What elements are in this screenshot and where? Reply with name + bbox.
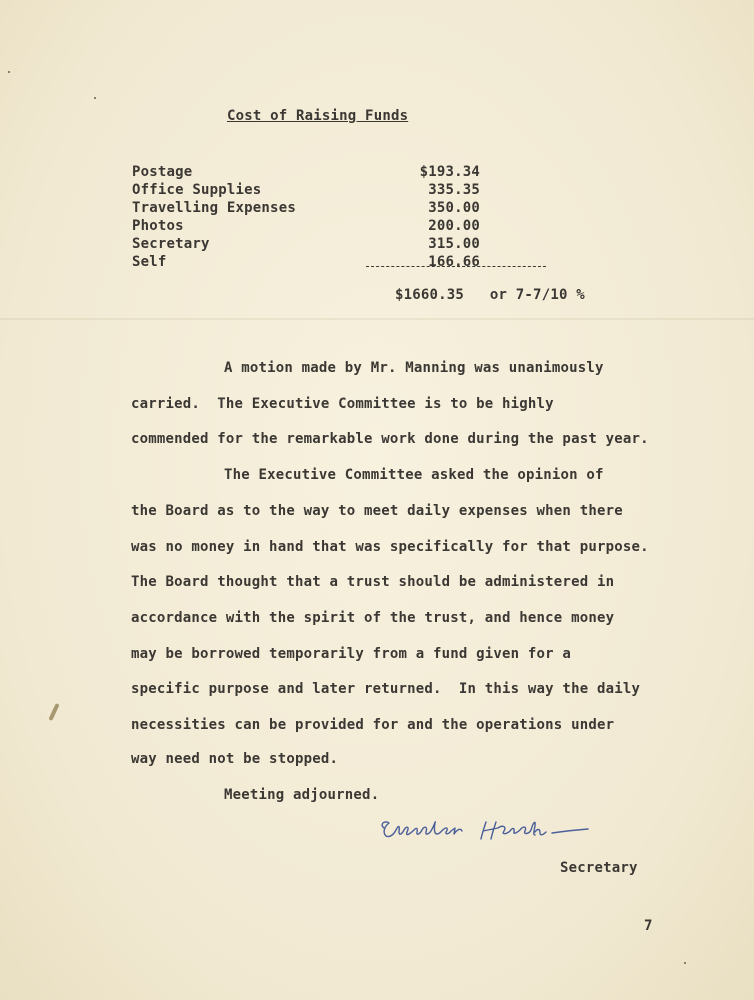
document-title: Cost of Raising Funds [227,108,409,124]
body-line: accordance with the spirit of the trust, and hence money [131,610,615,626]
cost-label: Photos [132,218,184,234]
total-amount: $1660.35 or 7-7/10 % [395,287,585,303]
cost-label: Self [132,254,167,270]
signature [376,814,591,850]
cost-label: Postage [132,164,193,180]
cost-label: Secretary [132,236,210,252]
cost-label: Travelling Expenses [132,200,296,216]
cost-amount: 350.00 [428,200,480,216]
sum-divider [366,266,546,267]
body-line: commended for the remarkable work done during the past year. [131,431,649,447]
body-line: The Executive Committee asked the opinion of [224,467,604,483]
body-line: carried. The Executive Committee is to be highly [131,396,554,412]
cost-amount: 166.66 [428,254,480,270]
closing-line: Meeting adjourned. [224,787,380,803]
body-line: A motion made by Mr. Manning was unanimously [224,360,604,376]
body-line: the Board as to the way to meet daily expenses when there [131,503,623,519]
cost-amount: 315.00 [428,236,480,252]
cost-row [0,182,754,200]
signatory-role: Secretary [560,860,638,876]
body-line: was no money in hand that was specifically for that purpose. [131,539,649,555]
page-number: 7 [644,918,653,934]
cost-row [0,200,754,218]
body-line: The Board thought that a trust should be administered in [131,574,615,590]
paper-speck [684,962,686,964]
cost-row [0,218,754,236]
body-line: specific purpose and later returned. In this way the daily [131,681,641,697]
cost-amount: $193.34 [419,164,480,180]
body-line: necessities can be provided for and the operations under [131,717,615,733]
cost-label: Office Supplies [132,182,262,198]
cost-amount: 335.35 [428,182,480,198]
paper-fold [0,318,754,320]
cost-amount: 200.00 [428,218,480,234]
cost-row [0,164,754,182]
paper-mark [48,703,59,721]
body-line: way need not be stopped. [131,751,339,767]
paper-speck [8,71,10,73]
cost-row [0,236,754,254]
body-line: may be borrowed temporarily from a fund given for a [131,646,572,662]
cost-row [0,254,754,272]
paper-speck [94,97,96,99]
